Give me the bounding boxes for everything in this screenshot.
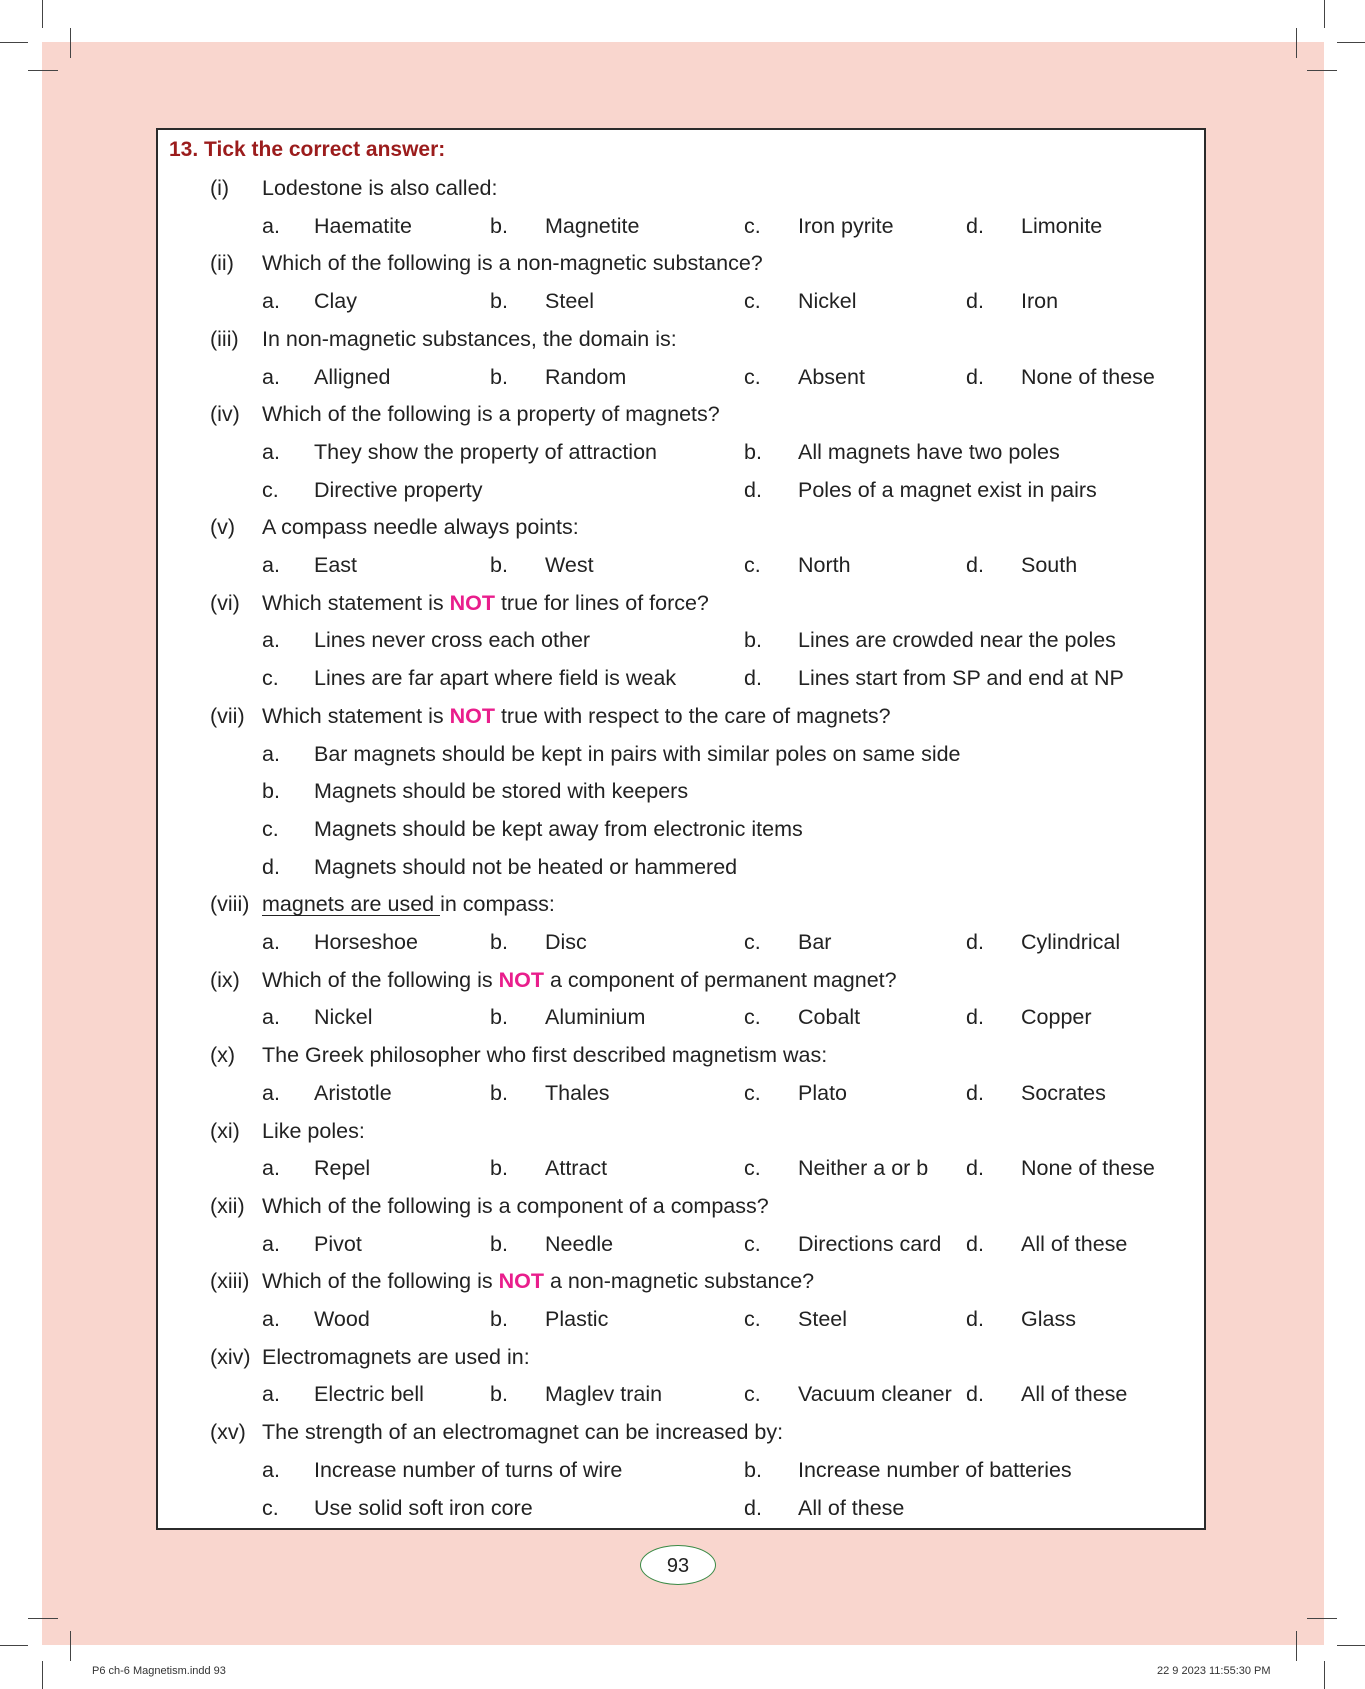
- option-text: Disc: [545, 930, 587, 954]
- option-text: Glass: [1021, 1307, 1076, 1331]
- option-text: Random: [545, 365, 627, 389]
- option-label: c.: [744, 365, 761, 389]
- option-text: Nickel: [314, 1005, 373, 1029]
- question-text-part: Which of the following is: [262, 968, 499, 992]
- question-number: (ix): [210, 968, 240, 992]
- option-label: c.: [744, 1156, 761, 1180]
- option-label: b.: [490, 1156, 508, 1180]
- options-line: [158, 1228, 1204, 1262]
- option-label: b.: [744, 1458, 762, 1482]
- option-label: a.: [262, 628, 280, 652]
- option-text: Alligned: [314, 365, 391, 389]
- option-text: All of these: [798, 1496, 905, 1520]
- option-text: Directive property: [314, 478, 483, 502]
- option-label: c.: [744, 1005, 761, 1029]
- option-text: Copper: [1021, 1005, 1092, 1029]
- options-line: [158, 1492, 1204, 1526]
- question-text-part: Lodestone is also called:: [262, 176, 498, 200]
- option-label: c.: [744, 289, 761, 313]
- option-text: Absent: [798, 365, 865, 389]
- option-label: a.: [262, 1458, 280, 1482]
- option-text: South: [1021, 553, 1078, 577]
- option-text: Poles of a magnet exist in pairs: [798, 478, 1097, 502]
- option-text: Lines start from SP and end at NP: [798, 666, 1124, 690]
- option-text: Steel: [798, 1307, 848, 1331]
- option-text: Iron: [1021, 289, 1059, 313]
- crop-mark: [1324, 0, 1325, 28]
- emphasis-not: NOT: [498, 1269, 544, 1293]
- question-text: [262, 1194, 769, 1219]
- question-line: [158, 398, 1204, 432]
- option-label: a.: [262, 289, 280, 313]
- option-label: d.: [966, 289, 984, 313]
- question-text-part: true with respect to the care of magnets?: [494, 704, 891, 728]
- crop-mark: [0, 1645, 28, 1646]
- options-line: [158, 738, 1204, 772]
- option-label: a.: [262, 1005, 280, 1029]
- option-text: Pivot: [314, 1232, 362, 1256]
- crop-mark: [1296, 28, 1297, 58]
- option-text: All of these: [1021, 1382, 1128, 1406]
- option-label: c.: [744, 1081, 761, 1105]
- crop-mark: [1324, 1661, 1325, 1689]
- question-line: [158, 247, 1204, 281]
- option-label: b.: [744, 628, 762, 652]
- option-label: d.: [966, 1307, 984, 1331]
- question-text-part: Which of the following is: [262, 1269, 499, 1293]
- option-label: b.: [744, 440, 762, 464]
- option-text: Bar magnets should be kept in pairs with similar poles on same side: [314, 742, 961, 766]
- option-label: c.: [744, 553, 761, 577]
- option-text: Cylindrical: [1021, 930, 1121, 954]
- option-label: a.: [262, 1156, 280, 1180]
- option-label: c.: [744, 214, 761, 238]
- question-text-part: a non-magnetic substance?: [544, 1269, 815, 1293]
- crop-mark: [1307, 70, 1337, 71]
- emphasis-not: NOT: [498, 968, 544, 992]
- option-label: c.: [744, 930, 761, 954]
- question-number: (v): [210, 515, 236, 539]
- question-text-part: Which of the following is a non-magnetic substance?: [262, 251, 763, 275]
- option-label: c.: [262, 666, 279, 690]
- question-text: [262, 704, 891, 729]
- options-line: [158, 1001, 1204, 1035]
- question-line: [158, 1341, 1204, 1375]
- option-text: Increase number of batteries: [798, 1458, 1072, 1482]
- fill-blank[interactable]: [262, 896, 440, 916]
- question-line: [158, 511, 1204, 545]
- option-label: b.: [490, 1382, 508, 1406]
- option-text: North: [798, 553, 851, 577]
- option-text: Increase number of turns of wire: [314, 1458, 623, 1482]
- option-text: Magnets should be stored with keepers: [314, 779, 689, 803]
- option-text: Limonite: [1021, 214, 1103, 238]
- crop-mark: [1296, 1631, 1297, 1661]
- option-text: Plastic: [545, 1307, 609, 1331]
- option-text: Horseshoe: [314, 930, 418, 954]
- question-number: (vi): [210, 591, 240, 615]
- question-text: [262, 1119, 365, 1144]
- crop-mark: [1337, 42, 1365, 43]
- emphasis-not: NOT: [449, 704, 495, 728]
- crop-mark: [1307, 1618, 1337, 1619]
- option-text: All of these: [1021, 1232, 1128, 1256]
- question-text: [262, 1345, 530, 1370]
- options-line: [158, 813, 1204, 847]
- exercise-box: [156, 128, 1206, 1530]
- question-number: (viii): [210, 892, 250, 916]
- option-text: Use solid soft iron core: [314, 1496, 533, 1520]
- emphasis-not: NOT: [449, 591, 495, 615]
- option-label: d.: [744, 1496, 762, 1520]
- question-number: (ii): [210, 251, 234, 275]
- page-number: 93: [640, 1545, 716, 1585]
- question-line: [158, 1416, 1204, 1450]
- option-text: Haematite: [314, 214, 412, 238]
- question-text-part: A compass needle always points:: [262, 515, 579, 539]
- option-text: Wood: [314, 1307, 370, 1331]
- question-line: [158, 1039, 1204, 1073]
- option-text: All magnets have two poles: [798, 440, 1060, 464]
- option-label: b.: [490, 930, 508, 954]
- option-label: d.: [966, 1382, 984, 1406]
- option-text: Directions card: [798, 1232, 942, 1256]
- question-text-part: In non-magnetic substances, the domain is:: [262, 327, 677, 351]
- question-line: [158, 964, 1204, 998]
- option-label: d.: [966, 1156, 984, 1180]
- option-label: b.: [490, 1307, 508, 1331]
- option-label: a.: [262, 1307, 280, 1331]
- question-line: [158, 1190, 1204, 1224]
- option-text: Bar: [798, 930, 832, 954]
- option-label: c.: [744, 1382, 761, 1406]
- option-text: Lines are far apart where field is weak: [314, 666, 677, 690]
- option-text: Plato: [798, 1081, 848, 1105]
- question-text: [262, 1269, 814, 1294]
- option-label: c.: [262, 478, 279, 502]
- question-text: [262, 327, 677, 352]
- option-label: c.: [744, 1232, 761, 1256]
- option-text: None of these: [1021, 365, 1155, 389]
- question-text-part: The strength of an electromagnet can be increased by:: [262, 1420, 784, 1444]
- question-text: [262, 591, 709, 616]
- question-text-part: Which of the following is a component of a compass?: [262, 1194, 769, 1218]
- option-text: Clay: [314, 289, 358, 313]
- option-text: Magnetite: [545, 214, 640, 238]
- options-line: [158, 1152, 1204, 1186]
- slug-right: 22 9 2023 11:55:30 PM: [1157, 1665, 1271, 1677]
- question-text-part: Which statement is: [262, 704, 450, 728]
- question-number: (xi): [210, 1119, 240, 1143]
- question-line: [158, 700, 1204, 734]
- options-line: [158, 549, 1204, 583]
- exercise-title: Tick the correct answer:: [204, 138, 446, 161]
- crop-mark: [0, 42, 28, 43]
- question-text: [262, 515, 579, 540]
- options-line: [158, 1378, 1204, 1412]
- option-label: b.: [490, 1005, 508, 1029]
- option-label: a.: [262, 365, 280, 389]
- option-label: b.: [490, 365, 508, 389]
- options-line: [158, 775, 1204, 809]
- question-text: [262, 968, 897, 993]
- option-label: d.: [966, 553, 984, 577]
- option-label: a.: [262, 1232, 280, 1256]
- option-label: b.: [490, 553, 508, 577]
- option-label: d.: [744, 478, 762, 502]
- slug-left: P6 ch-6 Magnetism.indd 93: [92, 1665, 226, 1677]
- question-number: (iv): [210, 402, 240, 426]
- option-label: d.: [966, 1005, 984, 1029]
- options-line: [158, 436, 1204, 470]
- question-text: [262, 1043, 827, 1068]
- option-label: c.: [262, 817, 279, 841]
- option-label: b.: [490, 1081, 508, 1105]
- option-text: Neither a or b: [798, 1156, 929, 1180]
- crop-mark: [42, 0, 43, 28]
- question-text: [262, 892, 555, 917]
- options-line: [158, 926, 1204, 960]
- question-line: [158, 1115, 1204, 1149]
- option-text: Repel: [314, 1156, 371, 1180]
- option-label: d.: [966, 1232, 984, 1256]
- question-number: (x): [210, 1043, 236, 1067]
- option-text: Cobalt: [798, 1005, 861, 1029]
- options-line: [158, 361, 1204, 395]
- question-text-part: The Greek philosopher who first described magnetism was:: [262, 1043, 828, 1067]
- option-label: d.: [966, 930, 984, 954]
- question-text-part: Which statement is: [262, 591, 450, 615]
- question-text: [262, 176, 497, 201]
- options-line: [158, 210, 1204, 244]
- option-text: Socrates: [1021, 1081, 1106, 1105]
- crop-mark: [70, 1631, 71, 1661]
- question-number: (xv): [210, 1420, 246, 1444]
- option-text: Thales: [545, 1081, 610, 1105]
- option-label: a.: [262, 214, 280, 238]
- question-text: [262, 1420, 783, 1445]
- options-line: [158, 624, 1204, 658]
- question-line: [158, 323, 1204, 357]
- option-label: a.: [262, 440, 280, 464]
- question-text-part: Like poles:: [262, 1119, 365, 1143]
- options-line: [158, 1454, 1204, 1488]
- options-line: [158, 474, 1204, 508]
- option-label: c.: [744, 1307, 761, 1331]
- option-label: d.: [966, 214, 984, 238]
- option-text: West: [545, 553, 594, 577]
- option-text: Vacuum cleaner: [798, 1382, 952, 1406]
- option-text: Aristotle: [314, 1081, 392, 1105]
- option-text: Iron pyrite: [798, 214, 894, 238]
- option-label: a.: [262, 742, 280, 766]
- question-line: [158, 587, 1204, 621]
- question-number: (xiv): [210, 1345, 251, 1369]
- question-line: [158, 888, 1204, 922]
- crop-mark: [42, 1661, 43, 1689]
- question-line: [158, 172, 1204, 206]
- question-number: (iii): [210, 327, 239, 351]
- options-line: [158, 1303, 1204, 1337]
- option-label: d.: [744, 666, 762, 690]
- question-text: [262, 251, 763, 276]
- option-label: a.: [262, 553, 280, 577]
- option-text: Attract: [545, 1156, 608, 1180]
- option-text: Magnets should be kept away from electronic items: [314, 817, 803, 841]
- question-number: (vii): [210, 704, 245, 728]
- option-label: b.: [262, 779, 280, 803]
- option-label: b.: [490, 214, 508, 238]
- options-line: [158, 662, 1204, 696]
- options-line: [158, 851, 1204, 885]
- question-text-part: a component of permanent magnet?: [544, 968, 897, 992]
- option-text: Needle: [545, 1232, 614, 1256]
- option-text: Lines never cross each other: [314, 628, 591, 652]
- option-text: They show the property of attraction: [314, 440, 657, 464]
- crop-mark: [28, 70, 58, 71]
- option-text: Lines are crowded near the poles: [798, 628, 1116, 652]
- question-text-part: Which of the following is a property of magnets?: [262, 402, 720, 426]
- question-number: (xii): [210, 1194, 245, 1218]
- option-text: Aluminium: [545, 1005, 646, 1029]
- option-text: Steel: [545, 289, 595, 313]
- options-line: [158, 285, 1204, 319]
- option-label: a.: [262, 1382, 280, 1406]
- question-number: (xiii): [210, 1269, 250, 1293]
- option-text: East: [314, 553, 358, 577]
- exercise-number: 13.: [169, 138, 199, 161]
- option-label: a.: [262, 930, 280, 954]
- option-label: d.: [262, 855, 280, 879]
- option-text: Magnets should not be heated or hammered: [314, 855, 738, 879]
- option-text: Electric bell: [314, 1382, 424, 1406]
- question-text-part: true for lines of force?: [494, 591, 709, 615]
- question-text-part: Electromagnets are used in:: [262, 1345, 530, 1369]
- crop-mark: [70, 28, 71, 58]
- question-text-part: magnets are used in compass:: [262, 892, 555, 916]
- option-text: None of these: [1021, 1156, 1155, 1180]
- option-label: a.: [262, 1081, 280, 1105]
- crop-mark: [1337, 1645, 1365, 1646]
- question-number: (i): [210, 176, 230, 200]
- exercise-heading: [169, 138, 445, 162]
- question-text: [262, 402, 720, 427]
- option-label: c.: [262, 1496, 279, 1520]
- options-line: [158, 1077, 1204, 1111]
- option-label: b.: [490, 1232, 508, 1256]
- option-text: Nickel: [798, 289, 857, 313]
- option-text: Maglev train: [545, 1382, 663, 1406]
- option-label: d.: [966, 1081, 984, 1105]
- option-label: d.: [966, 365, 984, 389]
- option-label: b.: [490, 289, 508, 313]
- crop-mark: [28, 1618, 58, 1619]
- question-line: [158, 1265, 1204, 1299]
